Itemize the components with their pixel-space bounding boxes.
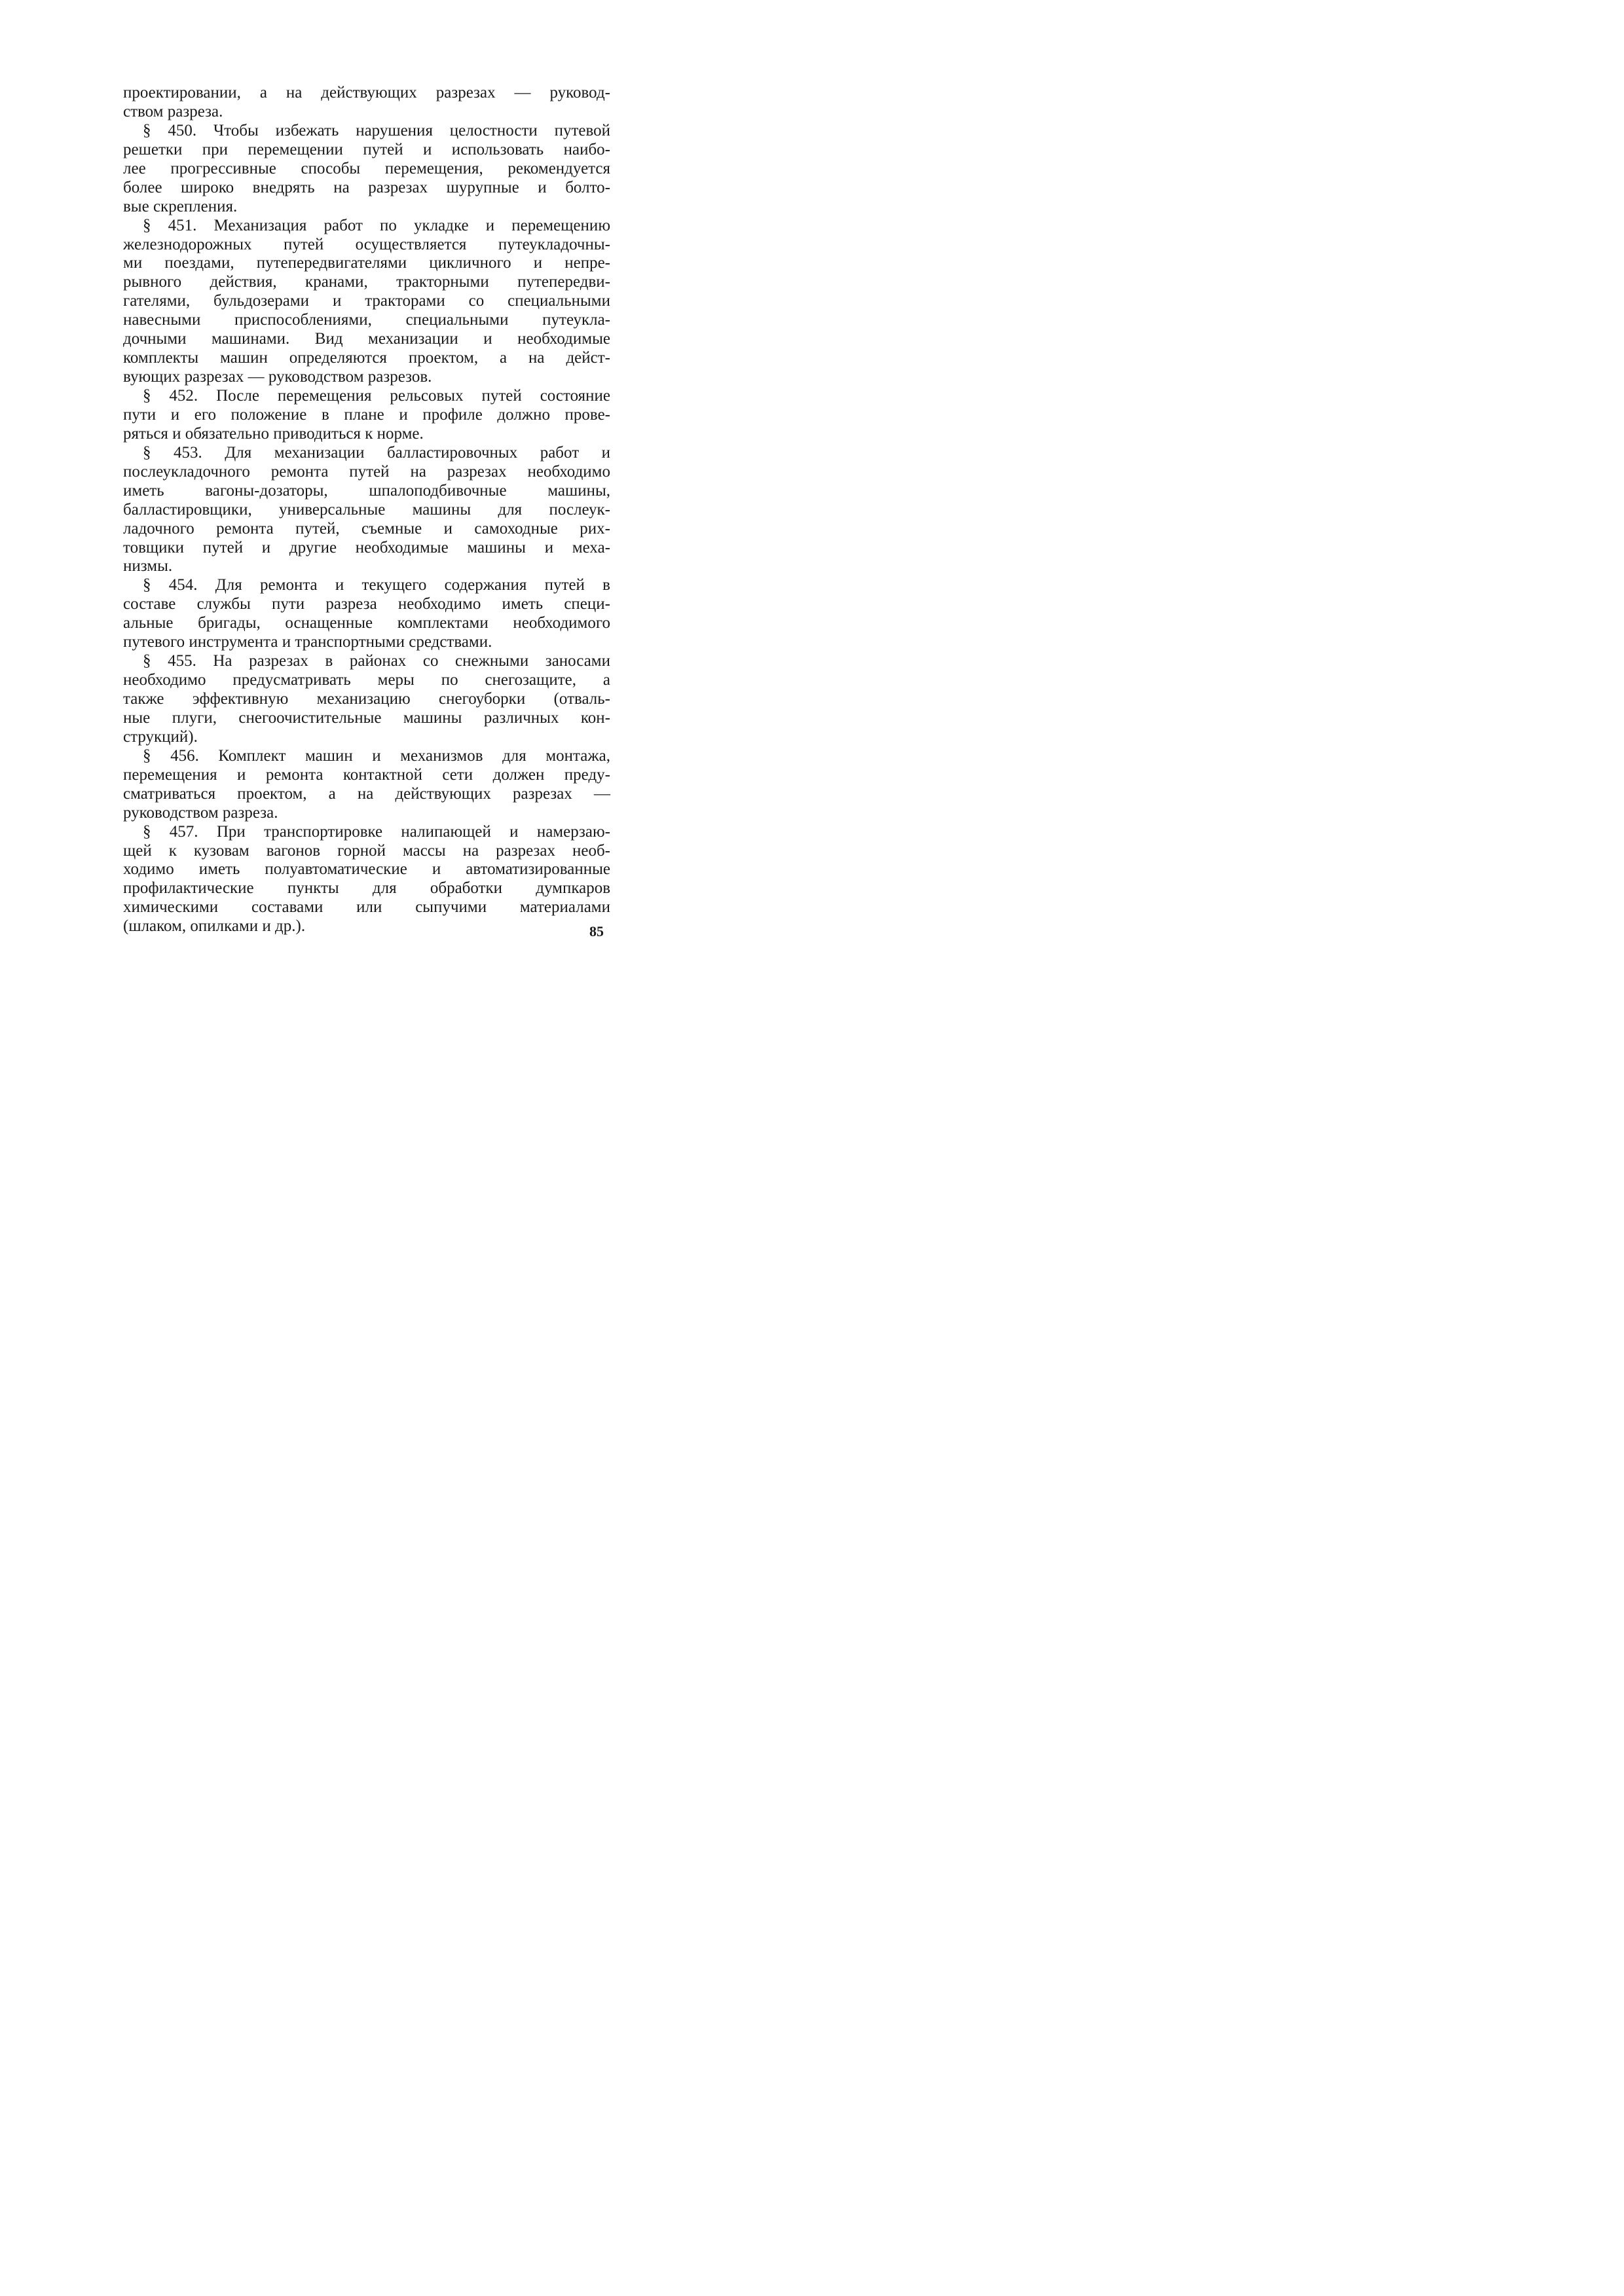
text-line: ми поездами, путепередвигателями цикличного и непре- <box>123 254 610 272</box>
text-line: (шлаком, опилками и др.). <box>123 917 306 936</box>
text-line: ные плуги, снегоочистительные машины различных кон- <box>123 708 610 727</box>
text-line: низмы. <box>123 557 173 575</box>
paragraph-450-start: § 450. Чтобы избежать нарушения целостности путевой <box>143 121 610 139</box>
text-line: дочными машинами. Вид механизации и необходимые <box>123 330 610 348</box>
text-line: решетки при перемещении путей и использовать наибо- <box>123 140 610 158</box>
text-line: вые скрепления. <box>123 197 238 215</box>
text-line: ряться и обязательно приводиться к норме. <box>123 424 424 443</box>
paragraph-455-start: § 455. На разрезах в районах со снежными заносами <box>143 652 610 670</box>
text-line: пути и его положение в плане и профиле должно прове- <box>123 405 610 424</box>
text-line: перемещения и ремонта контактной сети должен преду- <box>123 765 610 784</box>
text-line: балластировщики, универсальные машины для послеук- <box>123 500 610 519</box>
text-line: химическими составами или сыпучими материалами <box>123 898 610 917</box>
text-line: альные бригады, оснащенные комплектами необходимого <box>123 614 610 632</box>
text-line: гателями, бульдозерами и тракторами со специальными <box>123 292 610 310</box>
text-line: необходимо предусматривать меры по снегозащите, а <box>123 671 610 689</box>
text-line: ладочного ремонта путей, съемные и самоходные рих- <box>123 519 610 538</box>
text-line: руководством разреза. <box>123 803 278 822</box>
paragraph-457-start: § 457. При транспортировке налипающей и намерзаю- <box>143 822 610 841</box>
document-page <box>0 0 722 1022</box>
text-line: проектировании, а на действующих разрезах — руковод- <box>123 84 610 101</box>
text-line: ходимо иметь полуавтоматические и автоматизированные <box>123 860 610 879</box>
paragraph-454-start: § 454. Для ремонта и текущего содержания путей в <box>143 576 610 594</box>
text-line: более широко внедрять на разрезах шурупные и болто- <box>123 178 610 196</box>
text-line: путевого инструмента и транспортными средствами. <box>123 633 492 651</box>
text-line: навесными приспособлениями, специальными путеукла- <box>123 311 610 329</box>
text-line: ством разреза. <box>123 102 223 120</box>
text-line: железнодорожных путей осуществляется путеукладочны- <box>123 235 610 253</box>
text-line: комплекты машин определяются проектом, а на дейст- <box>123 349 610 367</box>
text-line: составе службы пути разреза необходимо иметь специ- <box>123 595 610 613</box>
text-line: послеукладочного ремонта путей на разрезах необходимо <box>123 462 610 481</box>
text-line: лее прогрессивные способы перемещения, рекомендуется <box>123 159 610 177</box>
text-line: струкций). <box>123 727 198 746</box>
text-line: товщики путей и другие необходимые машины и меха- <box>123 538 610 556</box>
paragraph-451-start: § 451. Механизация работ по укладке и перемещению <box>143 216 610 234</box>
text-line: рывного действия, кранами, тракторными путепередви- <box>123 273 610 291</box>
text-line: также эффективную механизацию снегоуборки (отваль- <box>123 690 610 708</box>
paragraph-452-start: § 452. После перемещения рельсовых путей состояние <box>143 387 610 405</box>
text-line: сматриваться проектом, а на действующих разрезах — <box>123 784 610 803</box>
paragraph-453-start: § 453. Для механизации балластировочных работ и <box>143 443 610 462</box>
text-line: профилактические пункты для обработки думпкаров <box>123 879 610 898</box>
text-line: щей к кузовам вагонов горной массы на разрезах необ- <box>123 841 610 860</box>
body-text <box>123 84 610 936</box>
paragraph-456-start: § 456. Комплект машин и механизмов для монтажа, <box>143 746 610 765</box>
page-number: 85 <box>589 923 604 939</box>
text-line: вующих разрезах — руководством разрезов. <box>123 368 432 386</box>
text-line: иметь вагоны-дозаторы, шпалоподбивочные машины, <box>123 481 610 500</box>
